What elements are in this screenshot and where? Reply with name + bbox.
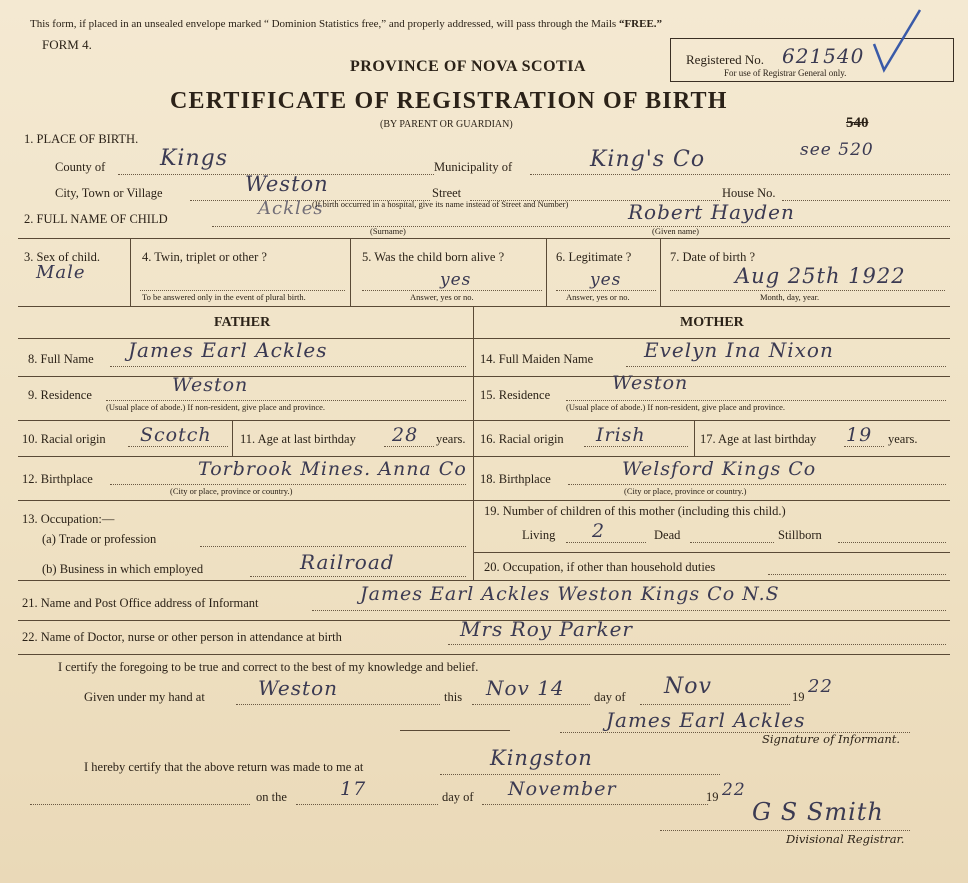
father-age-label: 11. Age at last birthday bbox=[240, 432, 356, 446]
street-label: Street bbox=[432, 186, 462, 200]
day-of-label: day of bbox=[594, 690, 626, 704]
father-birthplace-caption: (City or place, province or country.) bbox=[170, 486, 293, 496]
father-residence-caption: (Usual place of abode.) If non-resident, give place and province. bbox=[106, 402, 326, 412]
father-age-unit: years. bbox=[436, 432, 466, 446]
house-label: House No. bbox=[722, 186, 776, 200]
reg-year-value: 22 bbox=[722, 780, 746, 800]
registrar-statement: I hereby certify that the above return was made to me at bbox=[84, 760, 364, 774]
living-value: 2 bbox=[592, 520, 606, 542]
informant-label: 21. Name and Post Office address of Informant bbox=[22, 596, 259, 610]
father-racial-value: Scotch bbox=[140, 424, 212, 446]
father-birthplace-label: 12. Birthplace bbox=[22, 472, 93, 486]
mother-birthplace-label: 18. Birthplace bbox=[480, 472, 551, 486]
business-value: Railroad bbox=[300, 550, 395, 574]
certify-statement: I certify the foregoing to be true and correct to the best of my knowledge and belief. bbox=[58, 660, 479, 674]
alive-caption: Answer, yes or no. bbox=[410, 292, 474, 302]
margin-number: 540 bbox=[846, 115, 869, 131]
year-prefix: 19 bbox=[792, 690, 805, 704]
alive-label: 5. Was the child born alive ? bbox=[362, 250, 505, 264]
mother-racial-label: 16. Racial origin bbox=[480, 432, 564, 446]
municipality-label: Municipality of bbox=[434, 160, 513, 174]
registrar-signature: G S Smith bbox=[752, 798, 884, 826]
father-residence-value: Weston bbox=[172, 374, 249, 396]
on-the-label: on the bbox=[256, 790, 287, 804]
father-birthplace-value: Torbrook Mines. Anna Co bbox=[198, 458, 467, 480]
dob-value: Aug 25th 1922 bbox=[735, 264, 906, 288]
father-name-label: 8. Full Name bbox=[28, 352, 94, 366]
living-label: Living bbox=[522, 528, 556, 542]
mother-birthplace-value: Welsford Kings Co bbox=[622, 458, 817, 480]
mother-occupation-label: 20. Occupation, if other than household duties bbox=[484, 560, 716, 574]
reg-month-value: November bbox=[508, 778, 617, 800]
registered-number: 621540 bbox=[782, 44, 865, 68]
registrar-place-value: Kingston bbox=[490, 746, 593, 770]
free-notice: “FREE.” bbox=[618, 18, 663, 30]
reg-day-of-label: day of bbox=[442, 790, 474, 804]
father-occupation-label: 13. Occupation:— bbox=[22, 512, 115, 526]
city-label: City, Town or Village bbox=[55, 186, 163, 200]
father-name-value: James Earl Ackles bbox=[128, 338, 328, 362]
stillborn-label: Stillborn bbox=[778, 528, 822, 542]
street-note: (If birth occurred in a hospital, give its name instead of Street and Number) bbox=[312, 199, 569, 209]
signature-caption: Signature of Informant. bbox=[762, 732, 901, 746]
place-of-birth-heading: 1. PLACE OF BIRTH. bbox=[24, 132, 139, 146]
attendant-label: 22. Name of Doctor, nurse or other person in attendance at birth bbox=[22, 630, 342, 644]
dob-caption: Month, day, year. bbox=[760, 292, 820, 302]
father-residence-label: 9. Residence bbox=[28, 388, 92, 402]
municipality-value: King's Co bbox=[590, 147, 706, 172]
city-value: Weston bbox=[245, 172, 329, 196]
year-value: 22 bbox=[808, 676, 833, 697]
father-age-value: 28 bbox=[392, 424, 419, 446]
mother-racial-value: Irish bbox=[596, 424, 646, 446]
province-heading: PROVINCE OF NOVA SCOTIA bbox=[350, 58, 586, 75]
mother-age-value: 19 bbox=[846, 424, 873, 446]
legitimate-value: yes bbox=[590, 270, 622, 290]
surname-caption: (Surname) bbox=[370, 226, 406, 236]
this-label: this bbox=[444, 690, 463, 704]
reg-year-prefix: 19 bbox=[706, 790, 719, 804]
legitimate-label: 6. Legitimate ? bbox=[556, 250, 632, 264]
informant-signature: James Earl Ackles bbox=[606, 708, 806, 732]
children-count-label: 19. Number of children of this mother (including this child.) bbox=[484, 504, 786, 518]
father-heading: FATHER bbox=[214, 315, 271, 330]
check-mark-icon bbox=[866, 6, 926, 76]
mother-heading: MOTHER bbox=[680, 315, 744, 330]
alive-value: yes bbox=[440, 270, 472, 290]
trade-label: (a) Trade or profession bbox=[42, 532, 157, 546]
father-racial-label: 10. Racial origin bbox=[22, 432, 106, 446]
certificate-subtitle: (BY PARENT OR GUARDIAN) bbox=[380, 119, 513, 130]
county-label: County of bbox=[55, 160, 106, 174]
month-value: Nov bbox=[664, 674, 712, 699]
dob-label: 7. Date of birth ? bbox=[670, 250, 756, 264]
mother-residence-caption: (Usual place of abode.) If non-resident, give place and province. bbox=[566, 402, 786, 412]
mother-residence-label: 15. Residence bbox=[480, 388, 551, 402]
twin-note: To be answered only in the event of plural birth. bbox=[142, 292, 306, 302]
mother-name-label: 14. Full Maiden Name bbox=[480, 352, 594, 366]
mother-age-unit: years. bbox=[888, 432, 918, 446]
sex-value: Male bbox=[36, 262, 86, 283]
mother-age-label: 17. Age at last birthday bbox=[700, 432, 817, 446]
sex-label: 3. Sex of child. bbox=[24, 250, 101, 264]
mail-notice: This form, if placed in an unsealed envelope marked “ Dominion Statistics free,” and properly addressed, will pass through the Mails “FREE.” bbox=[30, 18, 663, 30]
given-under-label: Given under my hand at bbox=[84, 690, 205, 704]
mother-birthplace-caption: (City or place, province or country.) bbox=[624, 486, 747, 496]
on-the-value: 17 bbox=[340, 778, 367, 800]
certificate-title: CERTIFICATE OF REGISTRATION OF BIRTH bbox=[170, 88, 728, 114]
margin-note: see 520 bbox=[800, 140, 874, 160]
registered-label: Registered No. bbox=[686, 52, 764, 67]
registrar-note: For use of Registrar General only. bbox=[724, 68, 847, 78]
legitimate-caption: Answer, yes or no. bbox=[566, 292, 630, 302]
mother-name-value: Evelyn Ina Nixon bbox=[644, 338, 834, 362]
attendant-value: Mrs Roy Parker bbox=[460, 617, 633, 641]
twin-label: 4. Twin, triplet or other ? bbox=[142, 250, 267, 264]
county-value: Kings bbox=[160, 146, 229, 171]
mother-residence-value: Weston bbox=[612, 372, 689, 394]
child-surname-value: Ackles bbox=[258, 198, 324, 219]
informant-value: James Earl Ackles Weston Kings Co N.S bbox=[360, 583, 780, 605]
given-place-value: Weston bbox=[258, 676, 338, 700]
registrar-caption: Divisional Registrar. bbox=[786, 832, 905, 846]
form-number: FORM 4. bbox=[42, 37, 92, 52]
this-day-value: Nov 14 bbox=[486, 676, 565, 700]
given-caption: (Given name) bbox=[652, 226, 699, 236]
business-label: (b) Business in which employed bbox=[42, 562, 204, 576]
dead-label: Dead bbox=[654, 528, 681, 542]
child-name-label: 2. FULL NAME OF CHILD bbox=[24, 212, 168, 226]
child-given-value: Robert Hayden bbox=[628, 200, 795, 224]
